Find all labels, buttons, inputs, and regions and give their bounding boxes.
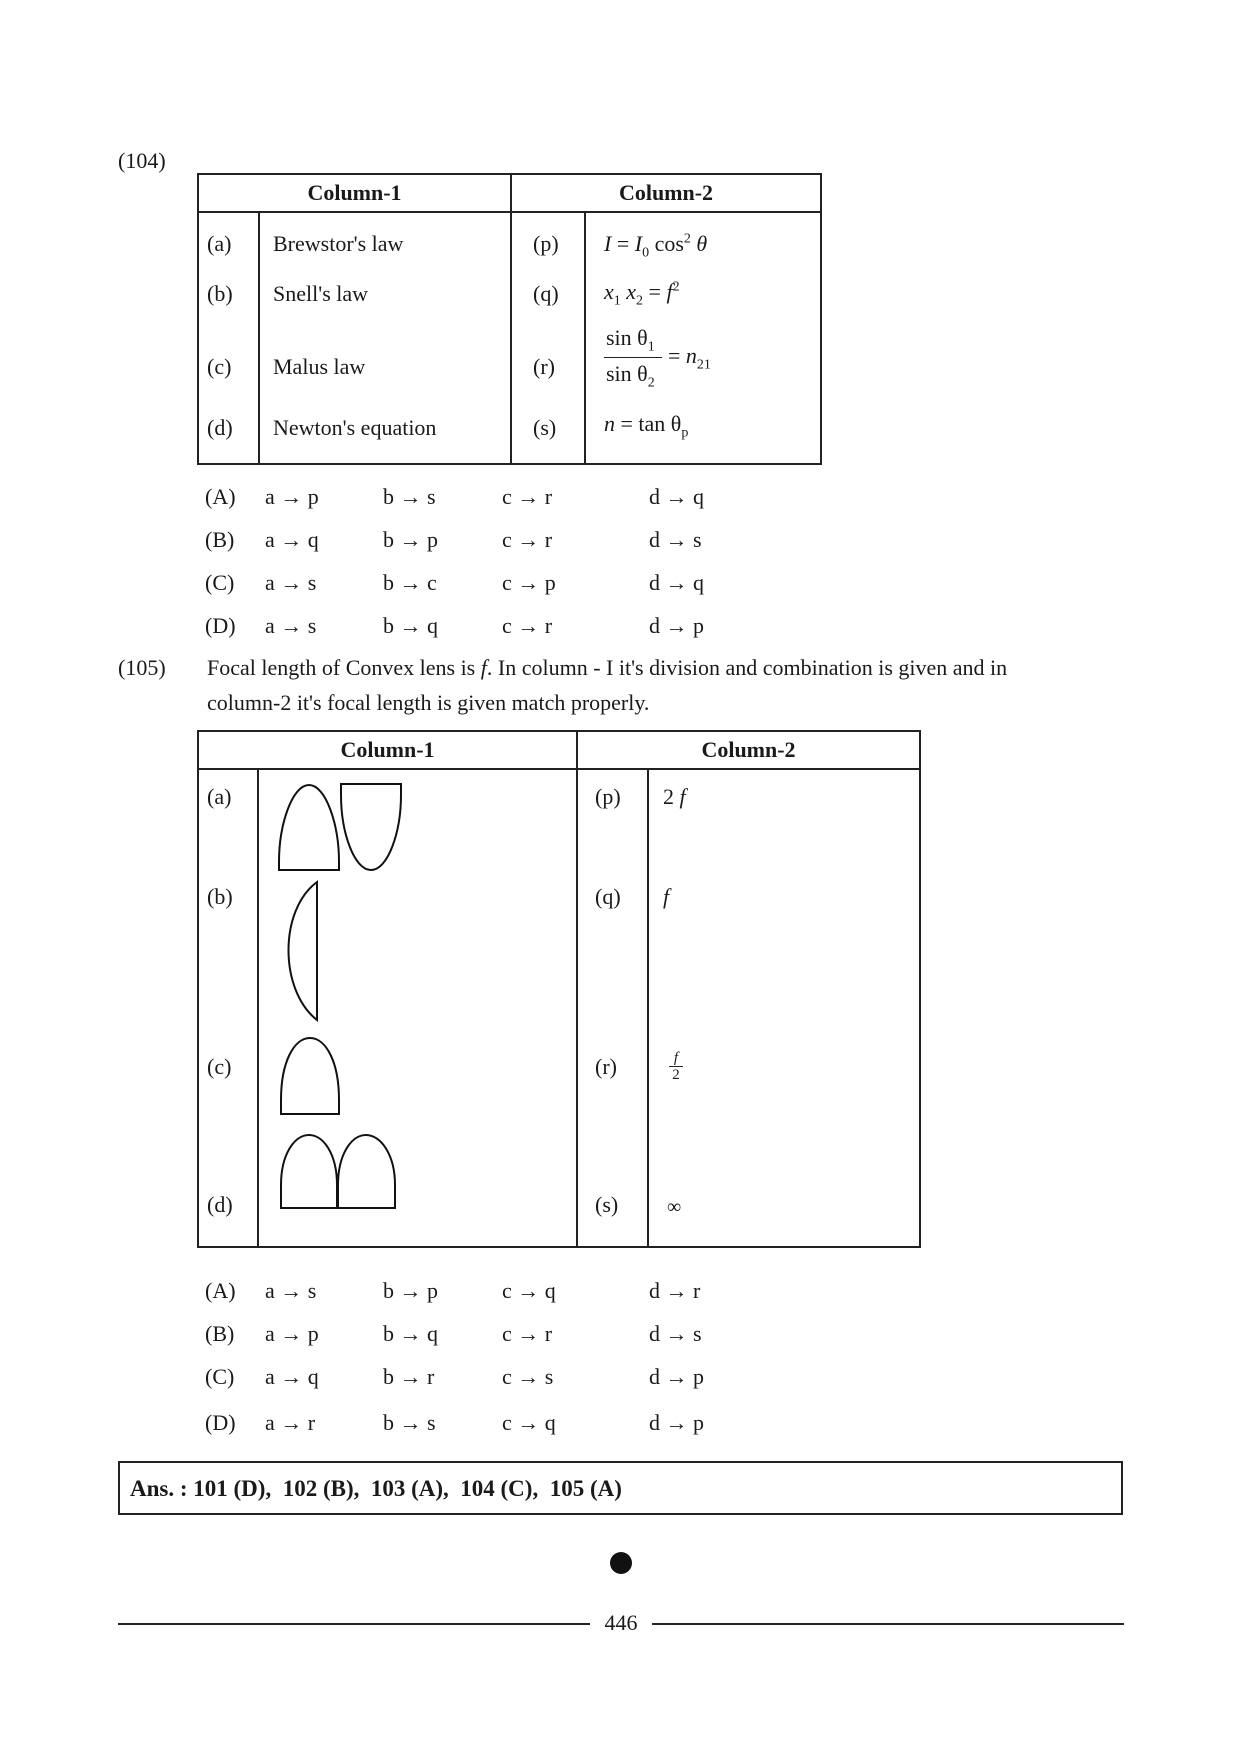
value-s: ∞ (667, 1196, 682, 1218)
formula-newton: $x_1$ $x_2 = f^2$ (604, 279, 680, 309)
right-label-cell (577, 769, 648, 1247)
column-1-header: Column-1 (198, 731, 577, 769)
formula-malus: $I = I_0$ $\cos^2 \theta$ (604, 231, 708, 261)
formula-cell (585, 212, 821, 464)
label-q: (q) (595, 884, 621, 909)
lens-d-right-half (338, 1135, 395, 1208)
left-text-cell (259, 212, 511, 464)
label-s: (s) (533, 415, 557, 440)
label-r: (r) (533, 354, 555, 379)
question-text-105-line1: Focal length of Convex lens is f. In column - I it's division and combination is given and in (207, 655, 1008, 680)
focal-length-cell (648, 769, 920, 1247)
question-number-104: (104) (118, 148, 166, 173)
section-end-bullet (610, 1552, 632, 1574)
value-q: f (663, 884, 670, 909)
match-table-104 (197, 173, 822, 465)
label-d: (d) (207, 1192, 233, 1217)
text-b: Snell's law (273, 281, 369, 306)
label-p: (p) (533, 231, 559, 256)
text-a: Brewstor's law (273, 231, 404, 256)
label-b: (b) (207, 281, 233, 306)
question-number-105: (105) (118, 655, 166, 680)
footer-rule-left (118, 1623, 590, 1625)
lens-diagram-cell (258, 769, 577, 1247)
label-d: (d) (207, 415, 233, 440)
lens-c-half (281, 1038, 339, 1114)
right-label-cell (511, 212, 585, 464)
lens-d-left-half (281, 1135, 337, 1208)
lens-a-inverted-half (341, 784, 401, 870)
left-label-cell (198, 769, 258, 1247)
lens-a-upright-half (279, 785, 339, 870)
column-1-header: Column-1 (198, 174, 511, 212)
label-p: (p) (595, 784, 621, 809)
label-r: (r) (595, 1054, 617, 1079)
label-s: (s) (595, 1192, 619, 1217)
left-label-cell (198, 212, 259, 464)
formula-snell: $\sin \theta_1$ $\sin \theta_2$ = $n_{21}$ (606, 325, 711, 391)
formula-brewster: $n = \tan \theta_p$ (604, 411, 689, 441)
value-p: 2 f (663, 784, 686, 809)
label-c: (c) (207, 1054, 232, 1079)
fraction-bar (604, 357, 662, 358)
match-table-105 (197, 730, 921, 1248)
column-2-header: Column-2 (511, 174, 821, 212)
footer-rule-right (652, 1623, 1124, 1625)
page-number: 446 (604, 1610, 638, 1635)
label-a: (a) (207, 231, 232, 256)
text-c: Malus law (273, 354, 366, 379)
column-2-header: Column-2 (577, 731, 920, 769)
value-r: f 2 (669, 1050, 683, 1084)
question-text-105-line2: column-2 it's focal length is given match properly. (207, 690, 650, 715)
lens-b-plano-convex (289, 882, 318, 1020)
label-c: (c) (207, 354, 232, 379)
label-b: (b) (207, 884, 233, 909)
label-a: (a) (207, 784, 232, 809)
lens-diagrams (259, 770, 576, 1250)
answer-box (118, 1461, 1123, 1515)
text-d: Newton's equation (273, 415, 437, 440)
answer-key: Ans. : 101 (D), 102 (B), 103 (A), 104 (C), 105 (A) (130, 1476, 622, 1501)
label-q: (q) (533, 281, 559, 306)
